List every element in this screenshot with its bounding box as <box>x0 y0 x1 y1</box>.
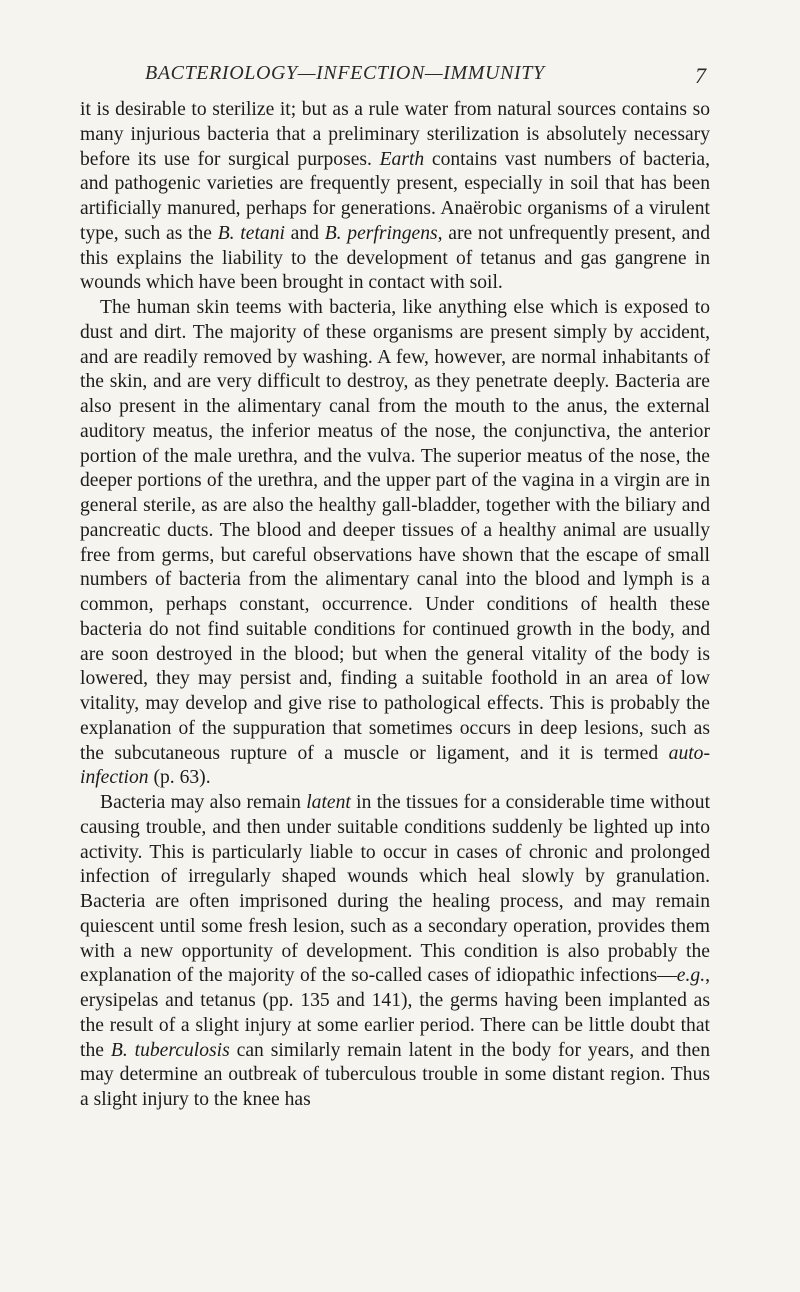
italic-term: e.g. <box>676 965 706 987</box>
italic-term: latent <box>306 792 351 813</box>
italic-term: Earth <box>379 148 425 170</box>
text-run: are not unfrequently present, and this explains the liability to the development of tetanus and gas gangrene in wounds which have been brought in contact with soil. <box>80 222 710 294</box>
text-run: , erysipelas and tetanus (pp. 135 and 141), the germs having been implanted as the result of a slight injury at some earlier period. There can be little doubt that the <box>80 965 710 1061</box>
italic-term: B. tuberculosis <box>110 1039 230 1061</box>
italic-term: auto-infection <box>80 742 710 789</box>
text-run: Bacteria may also remain <box>100 792 307 813</box>
paragraph-human-skin <box>80 296 710 791</box>
italic-term: B. perfringens, <box>324 222 443 244</box>
text-run: can similarly remain latent in the body for years, and then may determine an outbreak of tuberculous trouble in some distant region. Thus a slight injury to the knee has <box>80 1039 710 1110</box>
page-number: 7 <box>695 63 706 88</box>
text-run: The human skin teems with bacteria, like anything else which is exposed to dust and dirt. The majority of these organisms are present simply by accident, and are readily removed by washing. A few, however, are normal inhabitants of the skin, and are very difficult to destroy, as they penetrate deeply. Bacteria are also present in the alimentary canal from the mouth to the anus, the external auditory meatus, the inferior meatus of the nose, the conjunctiva, the anterior portion of the male urethra, and the vulva. The superior meatus of the nose, the deeper portions of the urethra, and the upper part of the vagina in a virgin are in general sterile, as are also the healthy gall-bladder, together with the biliary and pancreatic ducts. The blood and deeper tissues of a healthy animal are usually free from germs, but careful observations have shown that the escape of small numbers of bacteria from the alimentary canal into the blood and lymph is a common, perhaps constant, occurrence. Under conditions of health these bacteria do not find suitable conditions for continued growth in the body, and are soon destroyed in the blood; but when the general vitality of the body is lowered, they may persist and, finding a suitable foothold in an area of low vitality, may develop and give rise to pathological effects. This is probably the explanation of the suppuration that sometimes occurs in deep lesions, such as the subcutaneous rupture of a muscle or ligament, and it is termed <box>80 297 710 764</box>
text-run: and <box>284 222 325 244</box>
paragraph-latent-bacteria <box>80 791 710 1113</box>
text-run: (p. 63). <box>148 767 211 789</box>
running-header-title: BACTERIOLOGY—INFECTION—IMMUNITY <box>145 62 545 84</box>
text-run: in the tissues for a considerable time without causing trouble, and then under suitable conditions suddenly be lighted up into activity. This is particularly liable to occur in cases of chronic and prolonged infection of irregularly shaped wounds which heal slowly by granulation. Bacteria are often imprisoned during the healing process, and may remain quiescent until some fresh lesion, such as a secondary operation, provides them with a new opportunity of development. This condition is also probably the explanation of the majority of the so-called cases of idiopathic infections— <box>80 792 711 987</box>
italic-term: B. tetani <box>217 222 285 244</box>
body-text <box>80 98 710 1113</box>
text-run: contains vast numbers of bacteria, and pathogenic varieties are frequently present, especially in soil that has been artificially manured, perhaps for generations. Anaërobic organisms of a virulent type, such as the <box>80 148 710 244</box>
paragraph-water-earth <box>80 98 710 296</box>
text-run: it is desirable to sterilize it; but as a rule water from natural sources contains so many injurious bacteria that a preliminary sterilization is absolutely necessary before its use for surgical purposes. <box>80 99 710 170</box>
